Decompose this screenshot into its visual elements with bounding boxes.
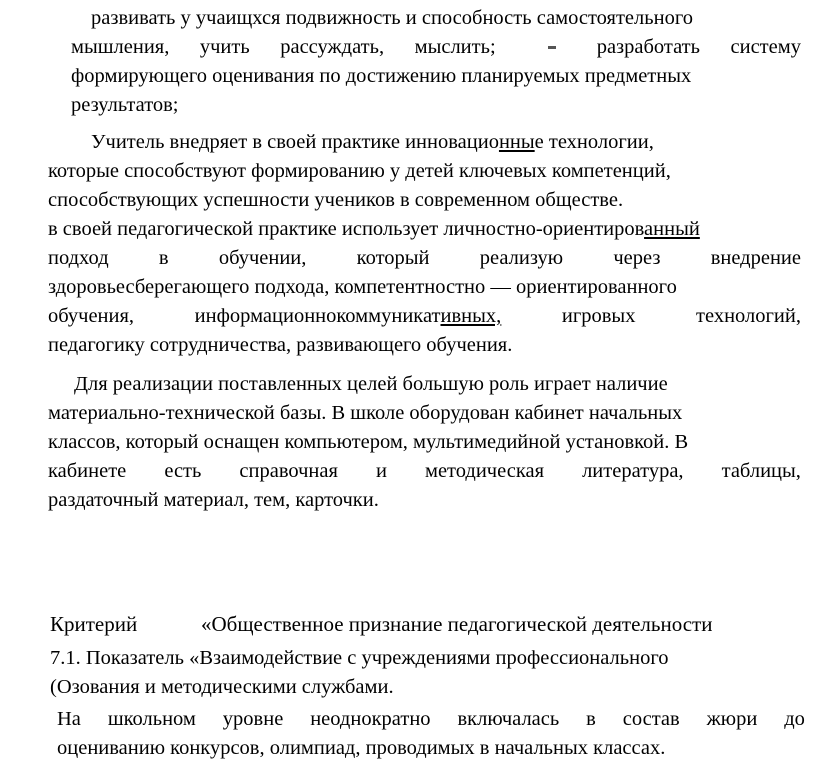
p5-line-2 — [57, 734, 665, 762]
p4-l4-w3: и — [375, 460, 387, 482]
p3-line-3-text: здоровьесберегающего подхода, компетентностно — ориентированного — [48, 276, 677, 298]
p3-line-3 — [48, 273, 801, 301]
p2-l1-c: е технологии, — [534, 131, 654, 153]
criterion-title — [201, 610, 712, 638]
p4-l4-w2: справочная — [239, 460, 338, 482]
p2-l1-a: Учитель внедряет в своей практике инновацио — [91, 131, 499, 153]
criterion-title-text: «Общественное признание педагогической деятельности — [201, 612, 713, 636]
p1-line-1-text: развивать у учаищхся подвижность и способность самостоятельного — [91, 7, 693, 29]
p4-l4-w5: литература, — [582, 460, 684, 482]
p5-l1-w5: в — [586, 708, 596, 730]
p4-line-4 — [48, 457, 801, 485]
p2-line-3 — [48, 186, 623, 214]
p3-line-5 — [48, 331, 512, 359]
p4-line-2 — [48, 399, 801, 427]
p1-line-1 — [91, 4, 801, 32]
p5-l1-w4: включалась — [457, 708, 560, 730]
p3-line-5-text: педагогику сотрудничества, развивающего обучения. — [48, 334, 513, 356]
p2-l1-underlined: нны — [498, 131, 535, 153]
p4-line-5 — [48, 486, 379, 514]
p4-line-3-text: классов, который оснащен компьютером, мультимедийной установкой. В — [48, 431, 689, 453]
p4-l4-w0: кабинете — [48, 460, 127, 482]
p4-l4-w1: есть — [164, 460, 202, 482]
p3-line-4 — [48, 302, 801, 330]
p1-line-3-text: формирующего оценивания по достижению планируемых предметных — [71, 65, 692, 87]
indicator-line-1-text: 7.1. Показатель «Взаимодействие с учреждениями профессионального — [50, 647, 669, 669]
p3-l2-w2: обучении, — [218, 247, 307, 269]
p1-l2-w2: рассуждать, — [280, 36, 385, 58]
p5-l1-w8: до — [784, 708, 805, 730]
p3-l4-w2: игровых — [561, 305, 636, 327]
p4-line-1 — [74, 370, 801, 398]
p4-line-1-text: Для реализации поставленных целей большую роль играет наличие — [74, 373, 668, 395]
p1-l2-w1: учить — [199, 36, 250, 58]
p4-l4-w6: таблицы, — [721, 460, 801, 482]
p3-l1-a: в своей педагогической практике использует личностно-ориентиров — [48, 218, 645, 240]
p1-l2-w0: мышления, — [71, 36, 170, 58]
criterion-word-text: Критерий — [50, 612, 138, 636]
p3-line-1 — [48, 215, 700, 243]
p1-line-4 — [71, 91, 179, 119]
p4-line-5-text: раздаточный материал, тем, карточки. — [48, 489, 379, 511]
p3-l4-w3: технологий, — [696, 305, 801, 327]
p5-line-2-text: оцениванию конкурсов, олимпиад, проводимых в начальных классах. — [57, 737, 666, 759]
p4-line-3 — [48, 428, 801, 456]
indicator-line-2-text: (Озования и методическими службами. — [50, 676, 394, 698]
p3-l2-w3: который — [356, 247, 430, 269]
p1-line-2 — [71, 33, 801, 61]
p5-l1-w3: неоднократно — [310, 708, 431, 730]
p3-l4-underlined: ивных, — [440, 305, 502, 327]
stray-dash-mark — [548, 46, 556, 49]
p2-line-2-text: которые способствуют формированию у детей ключевых компетенций, — [48, 160, 671, 182]
p3-l2-w1: в — [158, 247, 169, 269]
p4-l4-w4: методическая — [424, 460, 545, 482]
p1-l2-gap — [526, 33, 566, 61]
p3-l1-underlined: анный — [644, 218, 700, 240]
p2-line-3-text: способствующих успешности учеников в современном обществе. — [48, 189, 624, 211]
p5-line-1 — [57, 705, 805, 733]
criterion-word — [50, 610, 137, 638]
p3-l4-w1 — [195, 302, 502, 330]
p1-l2-w4: разработать — [596, 36, 700, 58]
p3-l2-w4: реализую — [479, 247, 564, 269]
p3-l2-w0: подход — [48, 247, 109, 269]
p3-line-2 — [48, 244, 801, 272]
p5-l1-w2: уровне — [222, 708, 284, 730]
p1-l2-w5: систему — [730, 36, 801, 58]
p2-line-1 — [91, 128, 801, 156]
p1-line-4-text: результатов; — [71, 94, 179, 116]
indicator-line-2 — [50, 673, 394, 701]
p5-l1-w7: жюри — [706, 708, 758, 730]
p5-l1-w6: состав — [622, 708, 680, 730]
p3-l4-w0: обучения, — [48, 305, 135, 327]
p5-l1-w1: школьном — [107, 708, 196, 730]
p4-line-2-text: материально-технической базы. В школе оборудован кабинет начальных — [48, 402, 683, 424]
p3-l2-w6: внедрение — [710, 247, 801, 269]
p3-l4-w1-a: информационнокоммуникат — [194, 305, 441, 327]
p2-line-2 — [48, 157, 801, 185]
p1-l2-w3: мыслить; — [414, 36, 496, 58]
p3-l2-w5: через — [613, 247, 661, 269]
p1-line-3 — [71, 62, 801, 90]
indicator-line-1 — [50, 644, 804, 672]
p5-l1-w0: На — [57, 708, 81, 730]
